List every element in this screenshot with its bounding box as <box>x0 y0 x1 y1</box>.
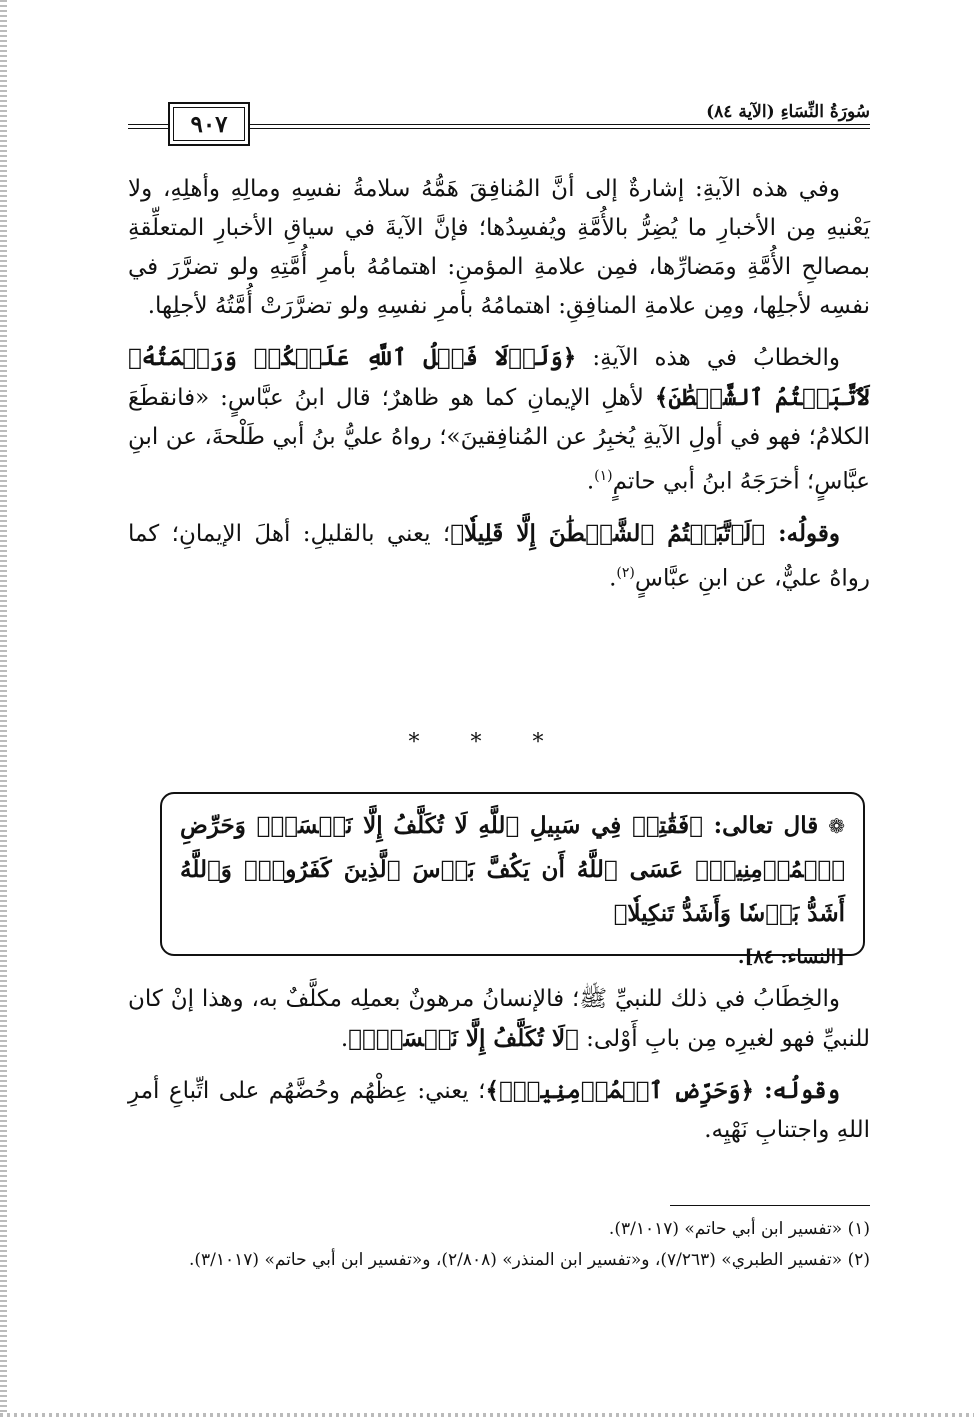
label: وقولُه: <box>753 1077 840 1104</box>
text: لأهلِ الإيمانِ كما هو ظاهرٌ؛ قال ابنُ عبَّاسٍ: «فانقطَعَ الكلامُ؛ فهو في أولِ الآيةِ يُخبِرُ عن المُنافِقينَ»؛ رواهُ عليُّ بنُ أبي طَلْحةَ، عن ابنِ عبَّاسٍ؛ أخرَجَهُ ابنُ أبي حاتمٍ <box>128 385 870 495</box>
verse-reference: [النساء: ٨٤]. <box>737 946 845 968</box>
scan-edge <box>0 0 7 1417</box>
label: وقولُه: <box>765 519 840 547</box>
footnote-1: (١) «تفسير ابن أبي حاتم» (٣/١٠١٧). <box>608 1219 870 1239</box>
main-text-section-1 <box>128 170 870 610</box>
paragraph-2 <box>128 338 870 502</box>
verse-label: قال تعالى: <box>702 812 819 839</box>
paragraph-3 <box>128 514 870 599</box>
quran-verse: ﴿لَا تُكَلَّفُ إِلَّا نَفۡسَكَۚ﴾ <box>348 1025 579 1052</box>
page-header <box>128 100 870 152</box>
quran-verse: ﴿فَقَٰتِلۡ فِي سَبِيلِ ٱللَّهِ لَا تُكَلَّفُ إِلَّا نَفۡسَكَۚ وَحَرِّضِ ٱلۡمُؤۡمِنِينَۖ عَسَى ٱللَّهُ أَن يَكُفَّ بَأۡسَ ٱلَّذِينَ كَفَرُواْۚ وَٱللَّهُ أَشَدُّ بَأۡسٗا وَأَشَدُّ تَنكِيلٗا﴾ <box>180 812 845 927</box>
text: ؛ يعني: عِظْهُم وحُضَّهُم على اتِّباعِ أمرِ اللهِ واجتنابِ نَهْيِه. <box>128 1078 870 1143</box>
footnote-ref: (١) <box>594 468 613 484</box>
section-separator: * * * <box>408 730 566 755</box>
text: . <box>340 1026 349 1052</box>
footnotes <box>128 1214 870 1276</box>
verse-box <box>160 792 865 968</box>
text: والخطابُ في هذه الآيةِ: <box>576 345 840 371</box>
paragraph-4 <box>128 980 870 1059</box>
main-text-section-2 <box>128 980 870 1162</box>
paragraph-5 <box>128 1071 870 1150</box>
text: والخِطَابُ في ذلك للنبيِّ ﷺ؛ فالإنسانُ مرهونٌ بعملِه مكلَّفٌ به، وهذا إنْ كان للنبيِّ فهو لغيرِه مِن بابِ أَوْلى: <box>128 986 870 1052</box>
text: . <box>609 565 617 592</box>
page-number-frame <box>168 102 250 146</box>
quran-verse: ﴿وَحَرِّضِ ٱلۡمُؤۡمِنِينَۖ﴾ <box>485 1077 754 1104</box>
footnote-ref: (٢) <box>616 564 635 581</box>
text: ؛ يعني بالقليلِ: أهلَ الإيمانِ؛ كما رواهُ عليٌّ، عن ابنِ عبَّاسٍ <box>128 520 870 592</box>
text: . <box>586 468 595 495</box>
footnote-2: (٢) «تفسير الطبري» (٧/٢٦٣)، و«تفسير ابن المنذر» (٢/٨٠٨)، و«تفسير ابن أبي حاتم» (٣/١٠١٧). <box>188 1250 870 1270</box>
quran-verse: ﴿وَلَوۡلَا فَضۡلُ ٱللَّهِ عَلَيۡكُمۡ وَرَحۡمَتُهُۥ لَٱتَّبَعۡتُمُ ٱلشَّيۡطَٰنَ﴾ <box>128 344 870 411</box>
flower-icon: ❁ <box>828 814 845 838</box>
quran-verse: ﴿لَٱتَّبَعۡتُمُ ٱلشَّيۡطَٰنَ إِلَّا قَلِيلٗا﴾ <box>450 519 766 547</box>
scan-bottom-edge <box>0 1413 974 1417</box>
surah-title: سُورَةُ النِّسَاءِ (الآية ٨٤) <box>696 100 870 124</box>
paragraph-1: وفي هذه الآيةِ: إشارةٌ إلى أنَّ المُنافِقَ هَمُّهُ سلامةُ نفسِهِ ومالِهِ وأهلِهِ، ولا يَعْنيهِ مِن الأخبارِ ما يُضِرُّ بالأُمَّةِ ويُفسِدُها؛ فإنَّ الآيةَ في سياقِ الأخبارِ المتعلِّقةِ بمصالحِ الأُمَّةِ ومَضارِّها، فمِن علامةِ المؤمنِ: اهتمامُهُ بأمرِ أُمَّتِهِ ولو تضرَّرَ في نفسِه لأجلِها، ومِن علامةِ المنافِقِ: اهتمامُهُ بأمرِ نفسِهِ ولو تضرَّرَتْ أُمَّتُهُ لأجلِها. <box>128 176 870 319</box>
footnote-rule <box>670 1205 870 1206</box>
page-number: ٩٠٧ <box>173 107 245 141</box>
